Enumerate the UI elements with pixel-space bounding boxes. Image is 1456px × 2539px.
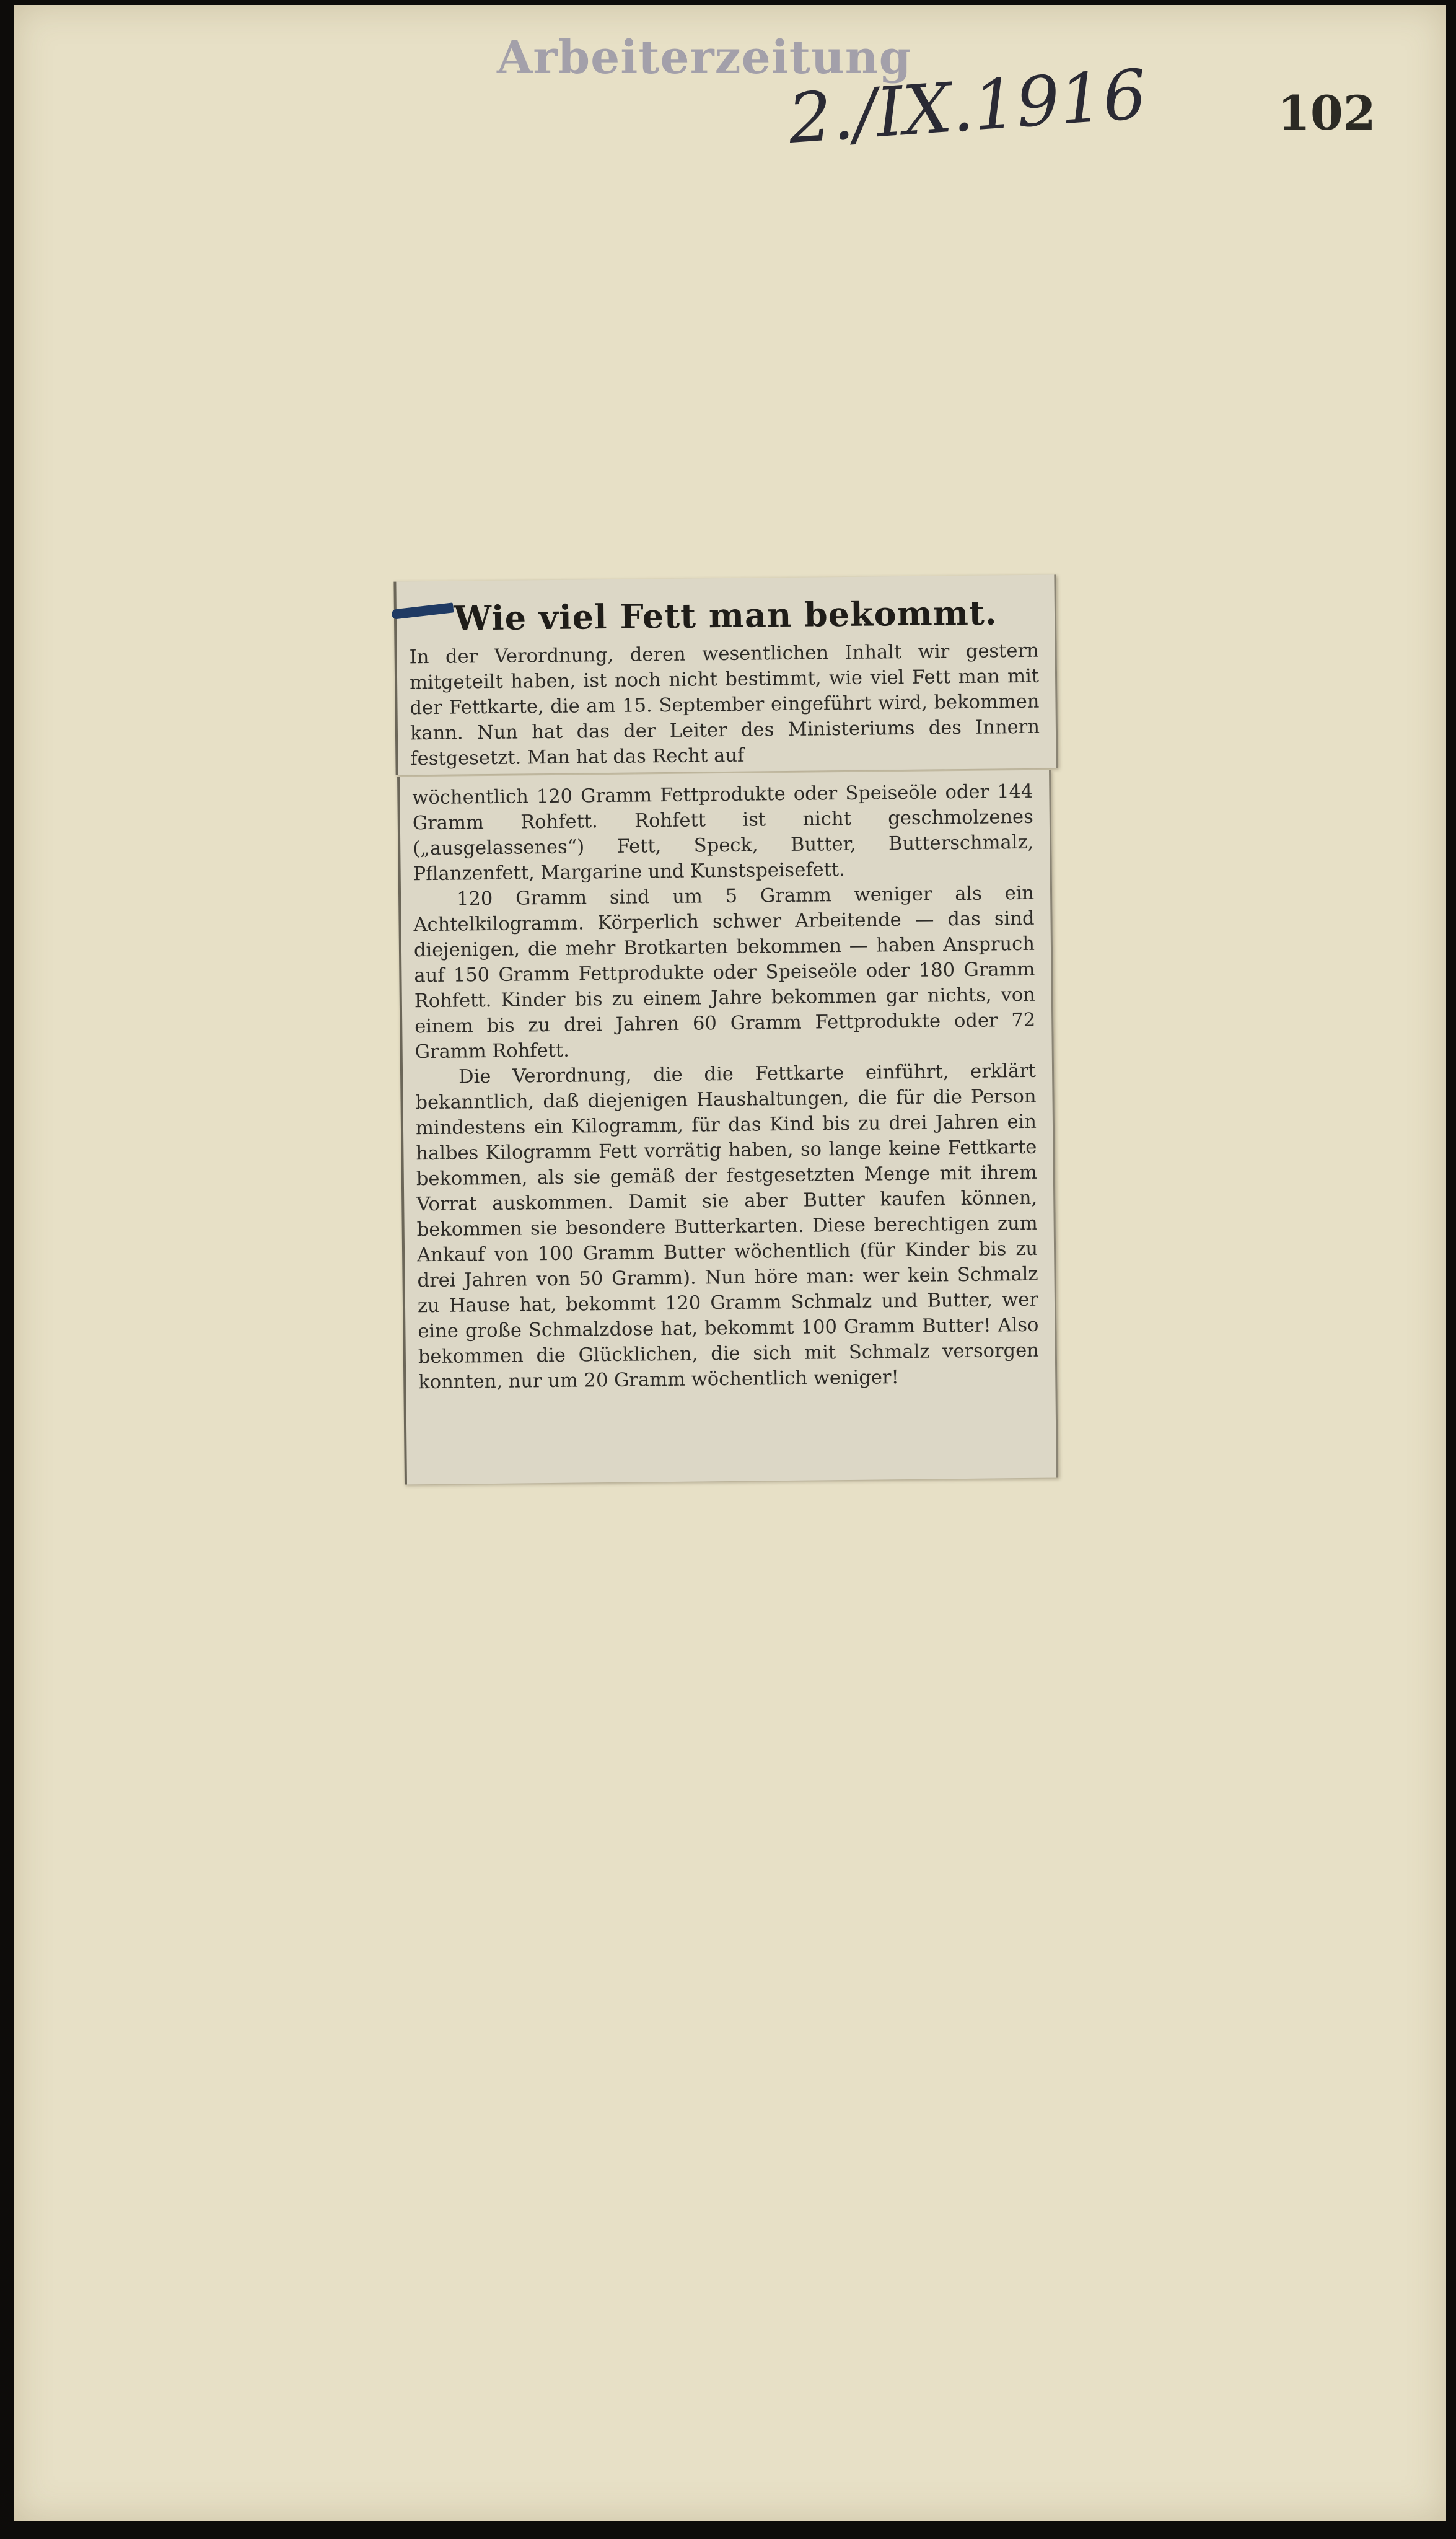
article-paragraph-3: Die Verordnung, die die Fettkarte einführt, erklärt bekanntlich, daß diejenigen Haushaltungen, die für die Person mindestens ein Kilogramm, für das Kind bis zu drei Jahren ein halbes Kilogramm Fett vorrätig haben, so lange keine Fettkarte bekommen, als sie gemäß der festgesetzten Menge mit ihrem Vorrat auskommen. Damit sie aber Butter kaufen können, bekommen sie besondere Butterkarten. Diese berechtigen zum Ankauf von 100 Gramm Butter wöchentlich (für Kinder bis zu drei Jahren von 50 Gramm). Nun höre man: wer kein Schmalz zu Hause hat, bekommt 120 Gramm Schmalz und Butter, wer eine große Schmalzdose hat, bekommt 100 Gramm Butter! Also bekommen die Glücklichen, die sich mit Schmalz versorgen konnten, nur um 20 Gramm wöchentlich weniger! [415, 1060, 1039, 1394]
article-title: Wie viel Fett man bekommt. [454, 592, 998, 638]
article-paragraph-1-part-1: In der Verordnung, deren wesentlichen Inhalt wir gestern mitgeteilt haben, ist noch nicht bestimmt, wie viel Fett man mit der Fettkarte, die am 15. September eingeführt wird, bekommen kann. Nun hat das der Leiter des Ministeriums des Innern festgesetzt. Man hat das Recht auf [409, 640, 1040, 770]
clipping-top [393, 574, 1058, 775]
article-paragraph-1-part-2: wöchentlich 120 Gramm Fettprodukte oder Speiseöle oder 144 Gramm Rohfett. Rohfett ist nicht geschmolzenes („ausgelassenes“) Fett, Speck, Butter, Butterschmalz, Pflanzenfett, Margarine und Kunstspeisefett. [412, 780, 1034, 886]
newspaper-stamp: Arbeiterzeitung [497, 31, 912, 84]
article-paragraph-2: 120 Gramm sind um 5 Gramm weniger als ein Achtelkilogramm. Körperlich schwer Arbeitende — das sind diejenigen, die mehr Brotkarten bekommen — haben Anspruch auf 150 Gramm Fettprodukte oder Speiseöle oder 180 Gramm Rohfett. Kinder bis zu einem Jahre bekommen gar nichts, von einem bis zu drei Jahren 60 Gramm Fettprodukte oder 72 Gramm Rohfett. [413, 882, 1036, 1063]
archive-sheet [14, 5, 1446, 2521]
clipping-main [397, 770, 1058, 1485]
handwritten-date: 2./IX.1916 [786, 54, 1149, 159]
page-number: 102 [1278, 86, 1376, 141]
